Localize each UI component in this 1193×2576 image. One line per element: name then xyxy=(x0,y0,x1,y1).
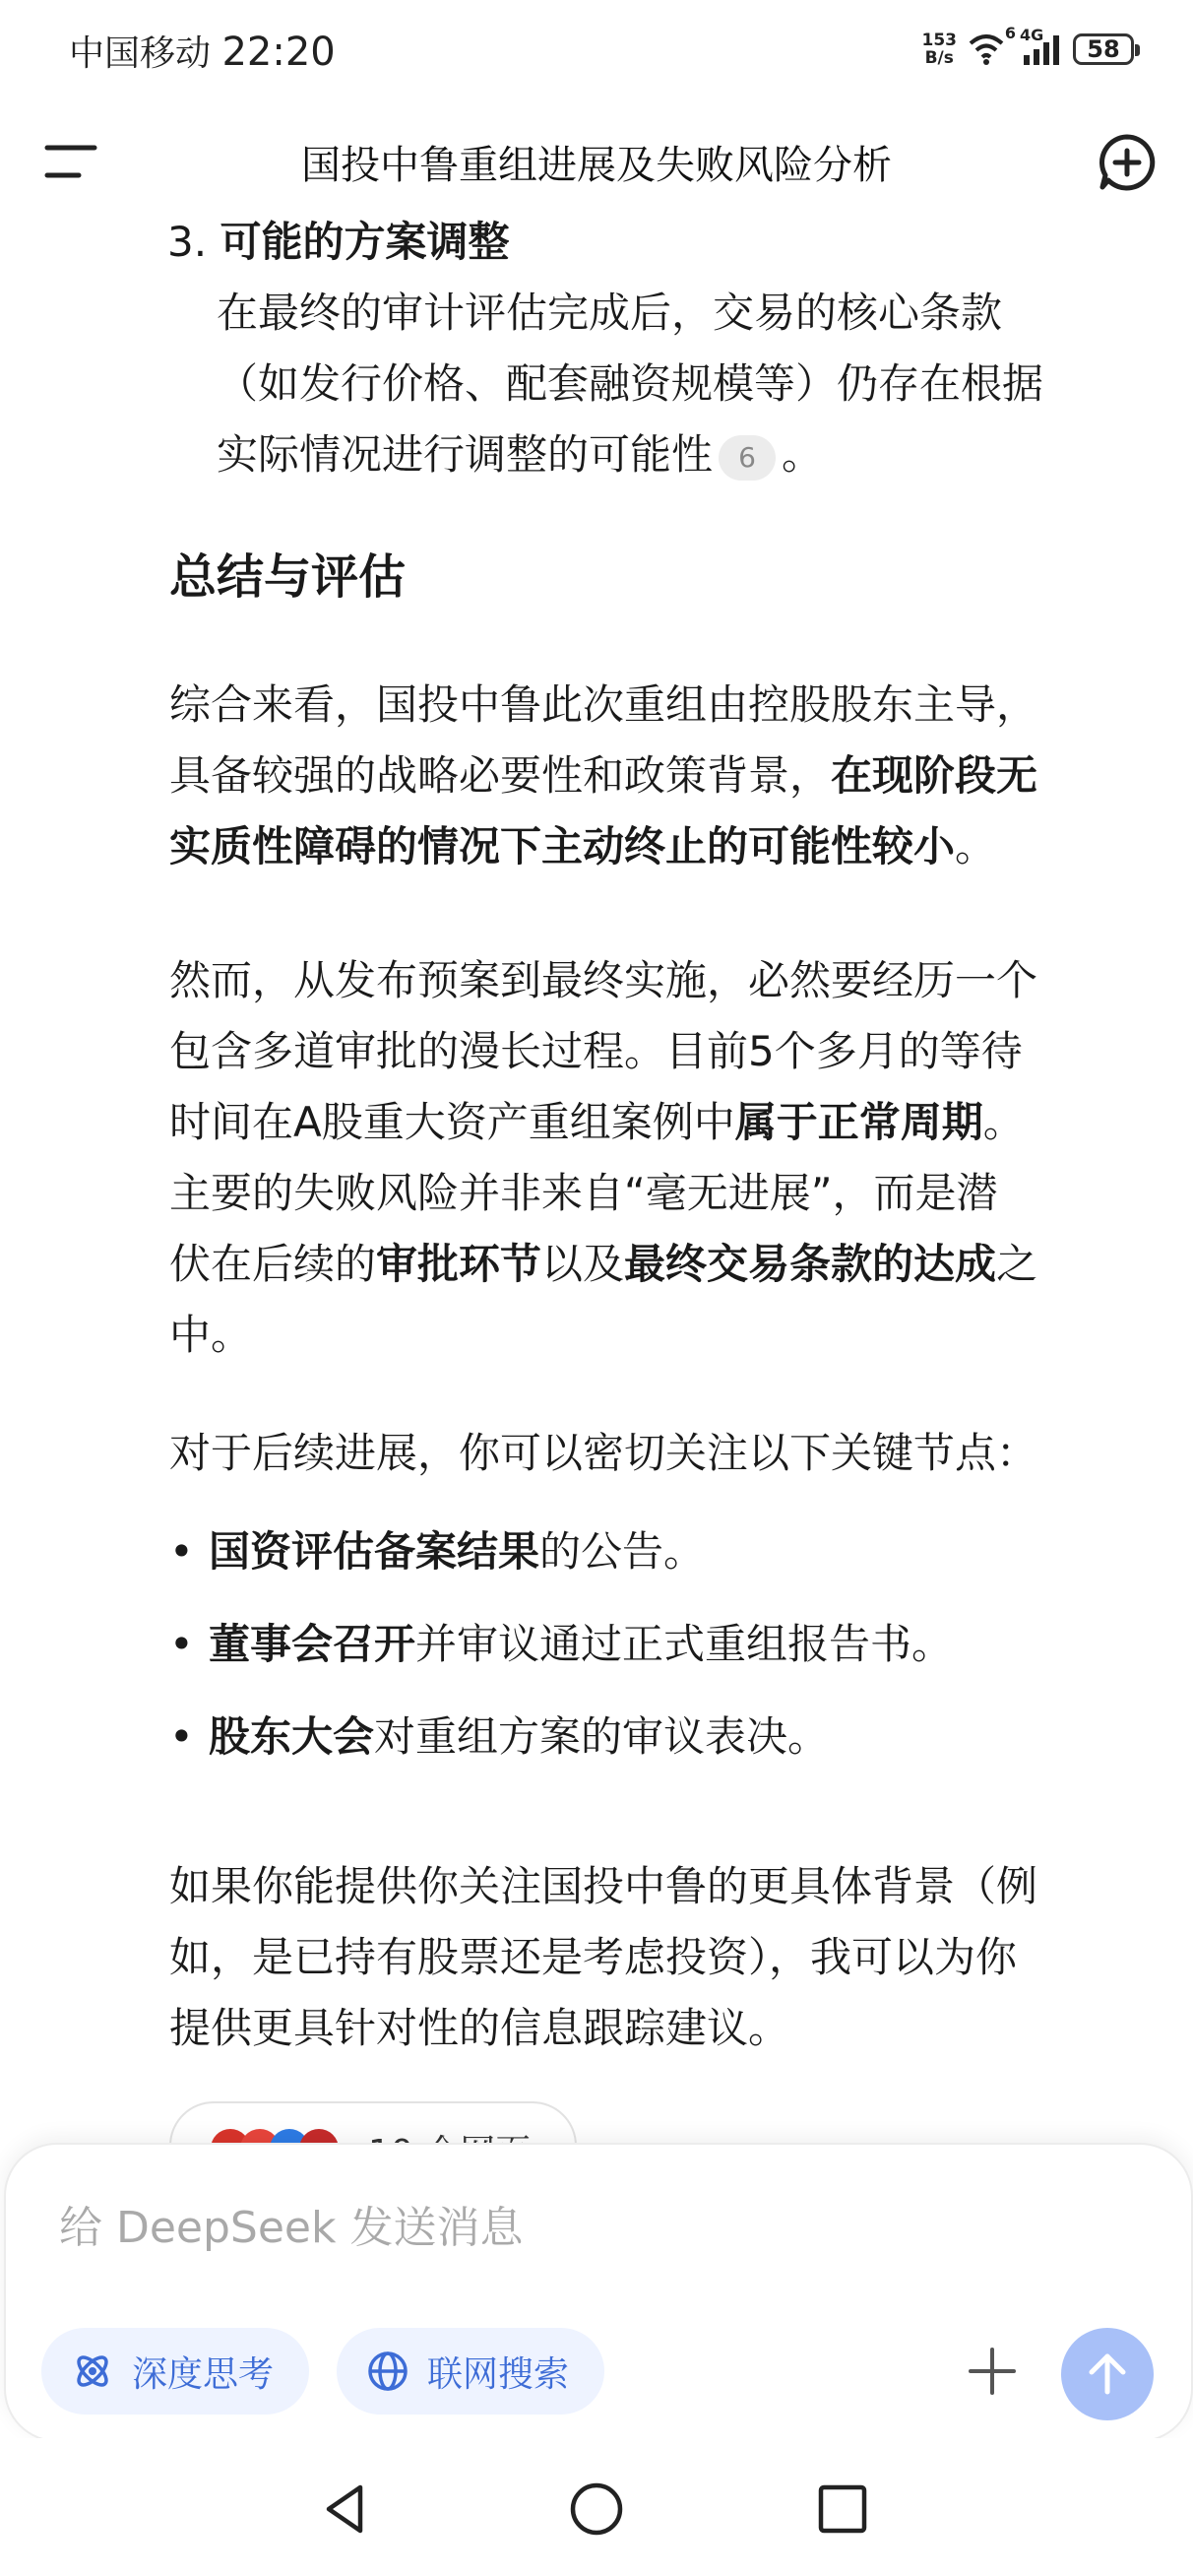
paragraph-line: 提供更具针对性的信息跟踪建议。 xyxy=(169,2004,790,2052)
deep-think-icon xyxy=(71,2350,114,2393)
battery-icon xyxy=(1073,33,1134,65)
bullet-bold: 董事会召开 xyxy=(209,1620,416,1668)
list-item-line-end: 。 xyxy=(782,430,824,479)
summary-paragraph-4 xyxy=(169,1851,1154,2064)
arrow-up-icon xyxy=(1082,2349,1133,2400)
attach-button[interactable] xyxy=(963,2342,1022,2401)
deep-think-label: 深度思考 xyxy=(132,2353,275,2395)
paragraph-line: 如，是已持有股票还是考虑投资），我可以为你 xyxy=(169,1933,1018,1981)
carrier-name: 中国移动 xyxy=(69,33,212,74)
paragraph-line: 对于后续进展，你可以密切关注以下关键节点： xyxy=(169,1429,1038,1477)
section-heading: 总结与评估 xyxy=(169,549,407,605)
paragraph-line: 中。 xyxy=(169,1311,253,1359)
message-composer xyxy=(4,2143,1193,2442)
new-chat-icon xyxy=(1097,132,1158,193)
paragraph-line: 综合来看，国投中鲁此次重组由控股股东主导， xyxy=(169,680,1038,729)
back-button[interactable] xyxy=(317,2479,376,2539)
bullet-dot-icon: • xyxy=(169,1527,194,1576)
paragraph-text: 伏在后续的 xyxy=(169,1240,377,1288)
web-search-toggle[interactable] xyxy=(337,2328,604,2415)
deep-think-toggle[interactable] xyxy=(41,2328,309,2415)
paragraph-text: 。 xyxy=(955,822,997,870)
list-item-line: 在最终的审计评估完成后，交易的核心条款 xyxy=(217,289,1003,337)
paragraph-bold: 实质性障碍的情况下主动终止的可能性较小 xyxy=(169,822,956,870)
bullet-text: 的公告。 xyxy=(539,1527,706,1576)
paragraph-text: 具备较强的战略必要性和政策背景， xyxy=(169,751,832,800)
bullet-text: 对重组方案的审议表决。 xyxy=(374,1712,830,1761)
paragraph-line: 如果你能提供你关注国投中鲁的更具体背景（例 xyxy=(169,1862,1038,1910)
paragraph-text: 。 xyxy=(982,1098,1025,1146)
list-item-line: 实际情况进行调整的可能性 xyxy=(217,430,714,479)
list-item xyxy=(169,1609,953,1680)
chat-title: 国投中鲁重组进展及失败风险分析 xyxy=(301,143,892,188)
net-speed-value: 153 xyxy=(921,31,957,50)
list-item xyxy=(169,1516,705,1587)
paragraph-line: 主要的失败风险并非来自“毫无进展”，而是潜 xyxy=(169,1169,998,1217)
back-triangle-icon xyxy=(317,2479,376,2539)
citation-badge[interactable]: 6 xyxy=(719,435,776,481)
chat-header xyxy=(0,118,1193,207)
list-number: 3. xyxy=(167,218,208,266)
home-button[interactable] xyxy=(567,2479,626,2539)
bullet-bold: 股东大会 xyxy=(209,1712,375,1761)
battery-level: 58 xyxy=(1087,35,1120,63)
system-nav-bar xyxy=(0,2438,1193,2576)
status-bar xyxy=(0,0,1193,98)
send-button[interactable] xyxy=(1061,2328,1154,2420)
summary-paragraph-1 xyxy=(169,670,1154,882)
carrier-and-time xyxy=(69,26,336,76)
list-item-title: 可能的方案调整 xyxy=(220,218,510,266)
wifi-icon xyxy=(967,24,1016,67)
clock: 22:20 xyxy=(221,30,336,75)
paragraph-line: 包含多道审批的漫长过程。目前5个多月的等待 xyxy=(169,1027,1023,1075)
menu-button[interactable] xyxy=(43,138,98,187)
net-speed-unit: B/s xyxy=(924,48,954,68)
paragraph-text: 以及 xyxy=(541,1240,625,1288)
paragraph-text: 时间在A股重大资产重组案例中 xyxy=(169,1098,735,1146)
home-circle-icon xyxy=(567,2479,626,2539)
status-icons xyxy=(921,24,1135,71)
list-item-line: （如发行价格、配套融资规模等）仍存在根据 xyxy=(217,359,1044,408)
recents-square-icon xyxy=(813,2479,872,2539)
bullet-bold: 国资评估备案结果 xyxy=(209,1527,540,1576)
net-speed xyxy=(922,32,958,67)
recents-button[interactable] xyxy=(813,2479,872,2539)
cell-label: 4G xyxy=(1020,26,1044,44)
paragraph-text: 之 xyxy=(996,1240,1038,1288)
list-item xyxy=(169,1702,829,1772)
list-item-3 xyxy=(169,207,1154,490)
bullet-dot-icon: • xyxy=(169,1712,194,1761)
paragraph-bold: 在现阶段无 xyxy=(831,751,1038,800)
bullet-text: 并审议通过正式重组报告书。 xyxy=(415,1620,954,1668)
globe-icon xyxy=(366,2350,409,2393)
paragraph-line: 然而，从发布预案到最终实施，必然要经历一个 xyxy=(169,956,1038,1004)
summary-paragraph-3 xyxy=(169,1418,1154,1489)
message-input[interactable]: 给 DeepSeek 发送消息 xyxy=(59,2203,524,2253)
plus-icon xyxy=(963,2342,1022,2401)
paragraph-bold: 属于正常周期 xyxy=(734,1098,983,1146)
web-search-label: 联网搜索 xyxy=(427,2353,570,2395)
paragraph-bold: 最终交易条款的达成 xyxy=(624,1240,997,1288)
menu-icon xyxy=(43,138,98,187)
paragraph-bold: 审批环节 xyxy=(376,1240,542,1288)
bullet-dot-icon: • xyxy=(169,1620,194,1668)
cell-signal-icon xyxy=(1020,26,1063,67)
new-chat-button[interactable] xyxy=(1097,132,1158,193)
wifi-label: 6 xyxy=(1004,24,1016,42)
summary-paragraph-2 xyxy=(169,945,1154,1371)
